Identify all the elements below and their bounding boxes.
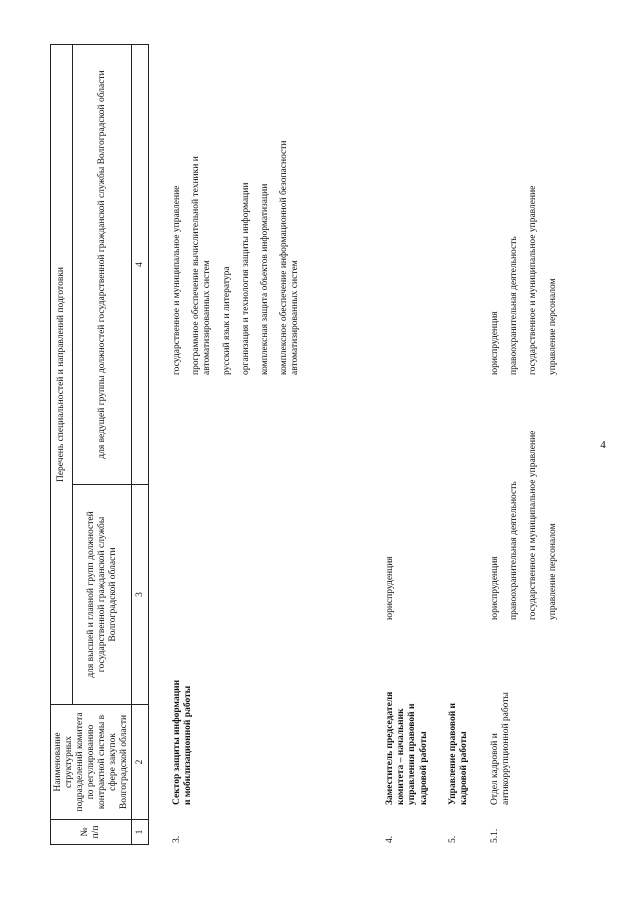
header-col4: для ведущей группы должностей государственной гражданской службы Волгоградской области (72, 44, 132, 484)
specialty: программное обеспечение вычислительной техники и автоматизированных систем (191, 156, 213, 375)
specialty: юриспруденция (385, 556, 395, 620)
specialty: юриспруденция (490, 311, 500, 375)
row-name: Отдел кадровой и антикоррупционной работы (490, 692, 512, 805)
specialty: государственное и муниципальное управление (528, 430, 539, 620)
header-idx3: 3 (132, 485, 149, 705)
specialty: правоохранительная деятельность (509, 236, 520, 375)
specialty: государственное и муниципальное управление (528, 185, 539, 375)
specialty: управление персоналом (547, 278, 558, 375)
row-number: 3. (172, 835, 182, 843)
specialty: управление персоналом (547, 523, 558, 620)
header-col3: для высшей и главной групп должностей государственной гражданской службы Волгоградской области (72, 485, 132, 705)
specialty: комплексная защита объектов информатизации (260, 183, 271, 375)
header-spec-title: Перечень специальностей и направлений подготовки (51, 44, 73, 704)
header-idx2: 2 (132, 705, 149, 820)
specialty: комплексное обеспечение информационной безопасности автоматизированных систем (279, 140, 301, 375)
row-name: Заместитель председателя комитета – начальник управления правовой и кадровой работы (385, 691, 429, 805)
specialty: организация и технология защиты информации (240, 182, 251, 375)
row-name: Управление правовой и кадровой работы (448, 702, 470, 805)
specialty: государственное и муниципальное управление (172, 185, 182, 375)
row-col4 (490, 85, 567, 375)
header-num: № п/п (51, 820, 132, 845)
row-col4 (172, 85, 310, 375)
row-col3 (385, 390, 404, 620)
page-number: 4 (600, 439, 606, 451)
row-col3 (490, 390, 567, 620)
row-number: 5. (448, 835, 458, 843)
row-name: Сектор защиты информации и мобилизационной работы (172, 679, 194, 805)
rotated-sheet (50, 40, 606, 865)
row-number: 5.1. (490, 828, 500, 843)
header-idx4: 4 (132, 44, 149, 484)
specialty: русский язык и литература (221, 266, 232, 375)
header-name: Наименование структурных подразделений комитета по регулированию контрактной системы в сфере закупок Волгоградской области (51, 705, 132, 820)
row-number: 4. (385, 835, 395, 843)
header-table (50, 44, 149, 845)
specialty: правоохранительная деятельность (509, 481, 520, 620)
specialty: юриспруденция (490, 556, 500, 620)
header-idx1: 1 (132, 820, 149, 845)
